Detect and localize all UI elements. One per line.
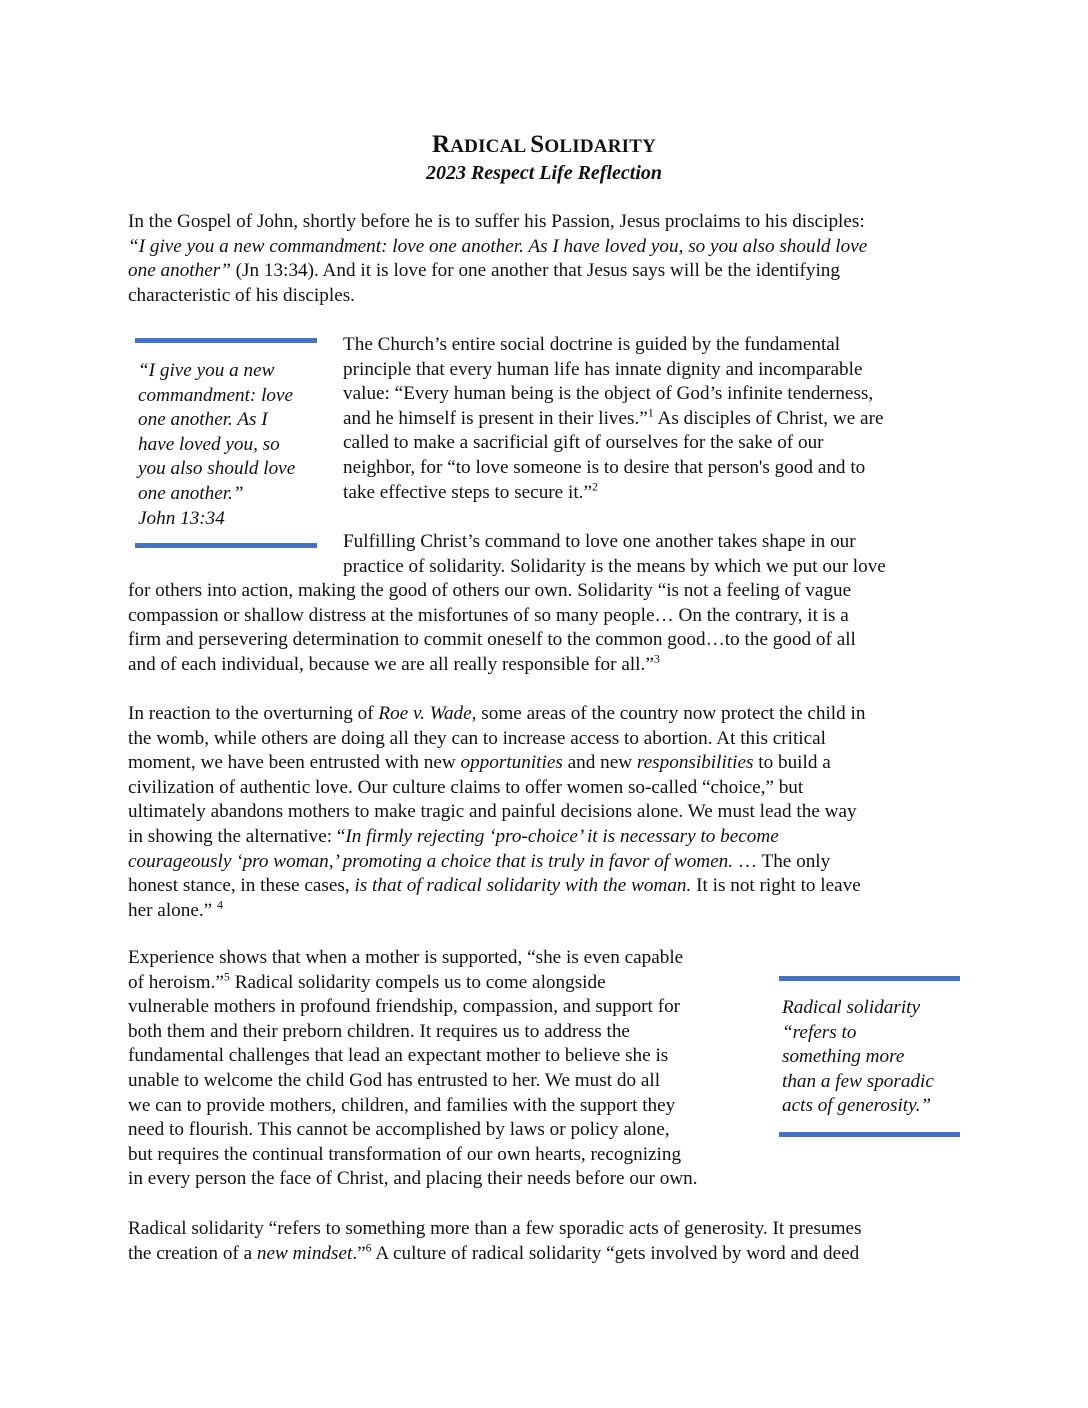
footnote-ref[interactable]: 2 <box>591 479 598 494</box>
text-line: Experience shows that when a mother is supported, “she is even capable <box>128 947 684 968</box>
paragraph-new-mindset <box>128 1217 958 1266</box>
text-line: firm and persevering determination to commit oneself to the common good…to the good of all <box>128 629 856 651</box>
text-line: value: “Every human being is the object of God’s infinite tenderness, <box>343 383 874 405</box>
paragraph-solidarity-b <box>128 579 958 677</box>
text-line: characteristic of his disciples. <box>128 284 355 306</box>
text-line: her alone.” $^4$ <box>128 897 223 921</box>
text-line: fundamental challenges that lead an expectant mother to believe she is <box>128 1045 669 1067</box>
paragraph-experience <box>128 946 768 1192</box>
text-line: practice of solidarity. Solidarity is the means by which we put our love <box>343 555 886 577</box>
text-line: need to flourish. This cannot be accomplished by laws or policy alone, <box>128 1119 670 1141</box>
text-line: The Church’s entire social doctrine is guided by the fundamental <box>343 334 841 355</box>
text-line: and he himself is present in their lives.”$^1$ As disciples of Christ, we are <box>343 405 884 429</box>
text-line: take effective steps to secure it.”$^2$ <box>343 479 598 503</box>
footnote-ref[interactable]: 6 <box>365 1240 372 1255</box>
footnote-ref[interactable]: 4 <box>216 897 223 912</box>
text-line: called to make a sacrificial gift of ourselves for the sake of our <box>343 432 824 454</box>
text-line: honest stance, in these cases, is that of radical solidarity with the woman. It is not right to leave <box>128 875 861 897</box>
pullquote-top-bar <box>135 338 317 343</box>
paragraph-roe-v-wade <box>128 702 958 923</box>
text-line: courageously ‘pro woman,’ promoting a choice that is truly in favor of women. … The only <box>128 850 831 872</box>
text-line: we can to provide mothers, children, and families with the support they <box>128 1094 676 1116</box>
text-line: in every person the face of Christ, and placing their needs before our own. <box>128 1168 698 1190</box>
pullquote-line: something more <box>782 1046 905 1068</box>
footnote-ref[interactable]: 5 <box>223 969 230 984</box>
pullquote-radical-solidarity <box>782 996 960 1119</box>
page-title: RADICAL SOLIDARITY <box>431 131 657 158</box>
text-line: one another” (Jn 13:34). And it is love for one another that Jesus says will be the identifying <box>128 260 840 282</box>
pullquote-line: one another. As I <box>138 409 268 431</box>
page-subtitle: 2023 Respect Life Reflection <box>425 162 663 184</box>
pullquote-line: commandment: love <box>138 384 294 406</box>
text-line: ultimately abandons mothers to make tragic and painful decisions alone. We must lead the way <box>128 801 857 823</box>
text-line: both them and their preborn children. It requires us to address the <box>128 1020 630 1042</box>
text-line: Radical solidarity “refers to something more than a few sporadic acts of generosity. It presumes <box>128 1218 862 1239</box>
pullquote-john <box>138 359 318 531</box>
text-line: for others into action, making the good of others our own. Solidarity “is not a feeling of vague <box>128 580 852 601</box>
text-line: the womb, while others are doing all they can to increase access to abortion. At this critical <box>128 727 826 749</box>
text-line: moment, we have been entrusted with new opportunities and new responsibilities to build a <box>128 752 831 774</box>
text-line: Fulfilling Christ’s command to love one another takes shape in our <box>343 531 856 552</box>
text-line: neighbor, for “to love someone is to desire that person's good and to <box>343 456 866 478</box>
text-line: but requires the continual transformation of our own hearts, recognizing <box>128 1143 682 1165</box>
text-line: vulnerable mothers in profound friendship, compassion, and support for <box>128 996 681 1018</box>
text-line: the creation of a new mindset.”$^6$ A culture of radical solidarity “gets involved by word and deed <box>128 1240 860 1264</box>
text-line: and of each individual, because we are all really responsible for all.”$^3$ <box>128 651 660 675</box>
text-line: compassion or shallow distress at the misfortunes of so many people… On the contrary, it is a <box>128 604 849 626</box>
text-line: “I give you a new commandment: love one another. As I have loved you, so you also should love <box>128 235 868 257</box>
pullquote-line: “I give you a new <box>138 360 275 381</box>
text-line: in showing the alternative: “In firmly rejecting ‘pro-choice’ it is necessary to become <box>128 825 779 847</box>
pullquote-bottom-bar <box>135 543 317 548</box>
pullquote-bottom-bar <box>779 1132 960 1137</box>
text-line: of heroism.”$^5$ Radical solidarity compels us to come alongside <box>128 969 606 993</box>
text-line: civilization of authentic love. Our culture claims to offer women so-called “choice,” but <box>128 776 804 798</box>
footnote-ref[interactable]: 1 <box>647 405 654 420</box>
pullquote-top-bar <box>779 976 960 981</box>
text-line: unable to welcome the child God has entrusted to her. We must do all <box>128 1069 661 1091</box>
pullquote-line: acts of generosity.” <box>782 1095 932 1117</box>
pullquote-line: “refers to <box>782 1021 857 1043</box>
paragraph-solidarity-a <box>343 530 958 579</box>
pullquote-citation: John 13:34 <box>138 507 225 529</box>
text-line: In the Gospel of John, shortly before he is to suffer his Passion, Jesus proclaims to his disciples: <box>128 211 865 232</box>
text-line: In reaction to the overturning of Roe v. Wade, some areas of the country now protect the child in <box>128 703 866 724</box>
pullquote-line: have loved you, so <box>138 433 280 455</box>
footnote-ref[interactable]: 3 <box>653 651 660 666</box>
pullquote-line: one another.” <box>138 482 244 504</box>
paragraph-social-doctrine <box>343 333 958 505</box>
pullquote-line: Radical solidarity <box>782 997 921 1018</box>
text-line: principle that every human life has innate dignity and incomparable <box>343 358 863 380</box>
pullquote-line: you also should love <box>138 458 296 480</box>
paragraph-intro <box>128 210 958 308</box>
pullquote-line: than a few sporadic <box>782 1070 934 1092</box>
